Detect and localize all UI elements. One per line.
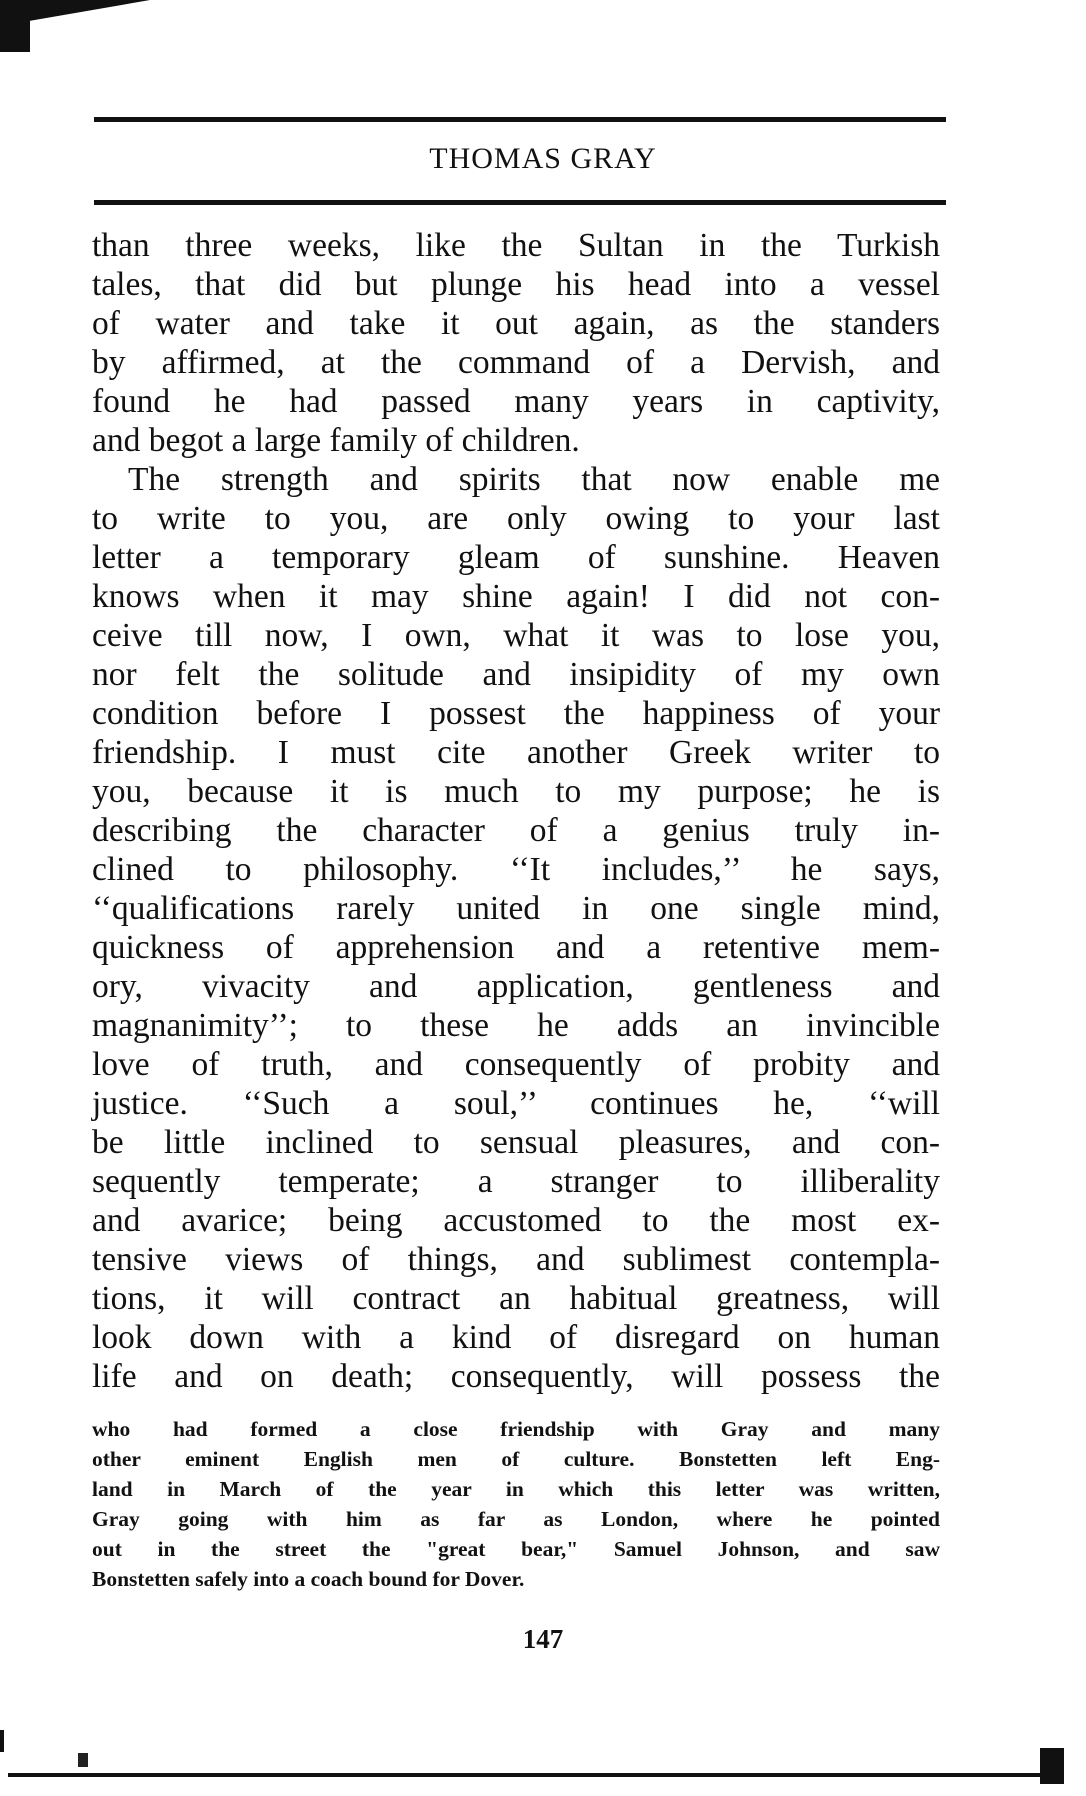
body-line: friendship. I must cite another Greek writer to: [92, 734, 940, 771]
body-text: [92, 226, 940, 1396]
body-line: condition before I possest the happiness of your: [92, 695, 940, 732]
footnote-line: out in the street the "great bear," Samuel Johnson, and saw: [92, 1537, 940, 1561]
header-rule-bottom: [94, 200, 946, 205]
body-line: be little inclined to sensual pleasures, and con-: [92, 1124, 940, 1161]
body-line: clined to philosophy. ‘‘It includes,’’ he says,: [92, 851, 940, 888]
scan-speck: [78, 1753, 88, 1767]
scan-bottom-rule: [8, 1773, 1048, 1777]
body-line: magnanimity’’; to these he adds an invincible: [92, 1007, 940, 1044]
body-line: justice. ‘‘Such a soul,’’ continues he, ‘‘will: [92, 1085, 940, 1122]
running-head: THOMAS GRAY: [429, 142, 657, 175]
body-line: letter a temporary gleam of sunshine. Heaven: [92, 539, 940, 576]
body-line: ceive till now, I own, what it was to lose you,: [92, 617, 940, 654]
footnote-line: other eminent English men of culture. Bonstetten left Eng-: [92, 1447, 940, 1471]
scan-speck: [0, 1730, 4, 1752]
body-line: life and on death; consequently, will possess the: [92, 1358, 940, 1395]
footnote-line: who had formed a close friendship with Gray and many: [92, 1417, 940, 1441]
footnote-line: Bonstetten safely into a coach bound for Dover.: [92, 1567, 525, 1591]
body-line: love of truth, and consequently of probity and: [92, 1046, 940, 1083]
footnote-line: land in March of the year in which this letter was written,: [92, 1477, 940, 1501]
footnote: [92, 1414, 940, 1594]
body-line: by affirmed, at the command of a Dervish, and: [92, 344, 940, 381]
body-line: of water and take it out again, as the standers: [92, 305, 940, 342]
scan-corner-mark-stub: [0, 0, 30, 52]
body-line: ory, vivacity and application, gentleness and: [92, 968, 940, 1005]
header-rule-top: [94, 117, 946, 122]
body-line: and begot a large family of children.: [92, 422, 580, 459]
scan-speck: [1040, 1748, 1064, 1784]
body-line: to write to you, are only owing to your last: [92, 500, 940, 537]
body-line: you, because it is much to my purpose; he is: [92, 773, 940, 810]
body-line: quickness of apprehension and a retentive mem-: [92, 929, 940, 966]
body-line: nor felt the solitude and insipidity of my own: [92, 656, 940, 693]
body-line: sequently temperate; a stranger to illiberality: [92, 1163, 940, 1200]
body-line: knows when it may shine again! I did not con-: [92, 578, 940, 615]
footnote-line: Gray going with him as far as London, where he pointed: [92, 1507, 940, 1531]
page-number: 147: [522, 1624, 564, 1654]
body-line: describing the character of a genius truly in-: [92, 812, 940, 849]
body-line: and avarice; being accustomed to the most ex-: [92, 1202, 940, 1239]
body-line: found he had passed many years in captivity,: [92, 383, 940, 420]
body-line: ‘‘qualifications rarely united in one single mind,: [92, 890, 940, 927]
body-line: tales, that did but plunge his head into a vessel: [92, 266, 940, 303]
body-line: look down with a kind of disregard on human: [92, 1319, 940, 1356]
body-line: tions, it will contract an habitual greatness, will: [92, 1280, 940, 1317]
body-line: tensive views of things, and sublimest contempla-: [92, 1241, 940, 1278]
body-line: The strength and spirits that now enable me: [128, 461, 940, 498]
body-line: than three weeks, like the Sultan in the Turkish: [92, 227, 940, 264]
